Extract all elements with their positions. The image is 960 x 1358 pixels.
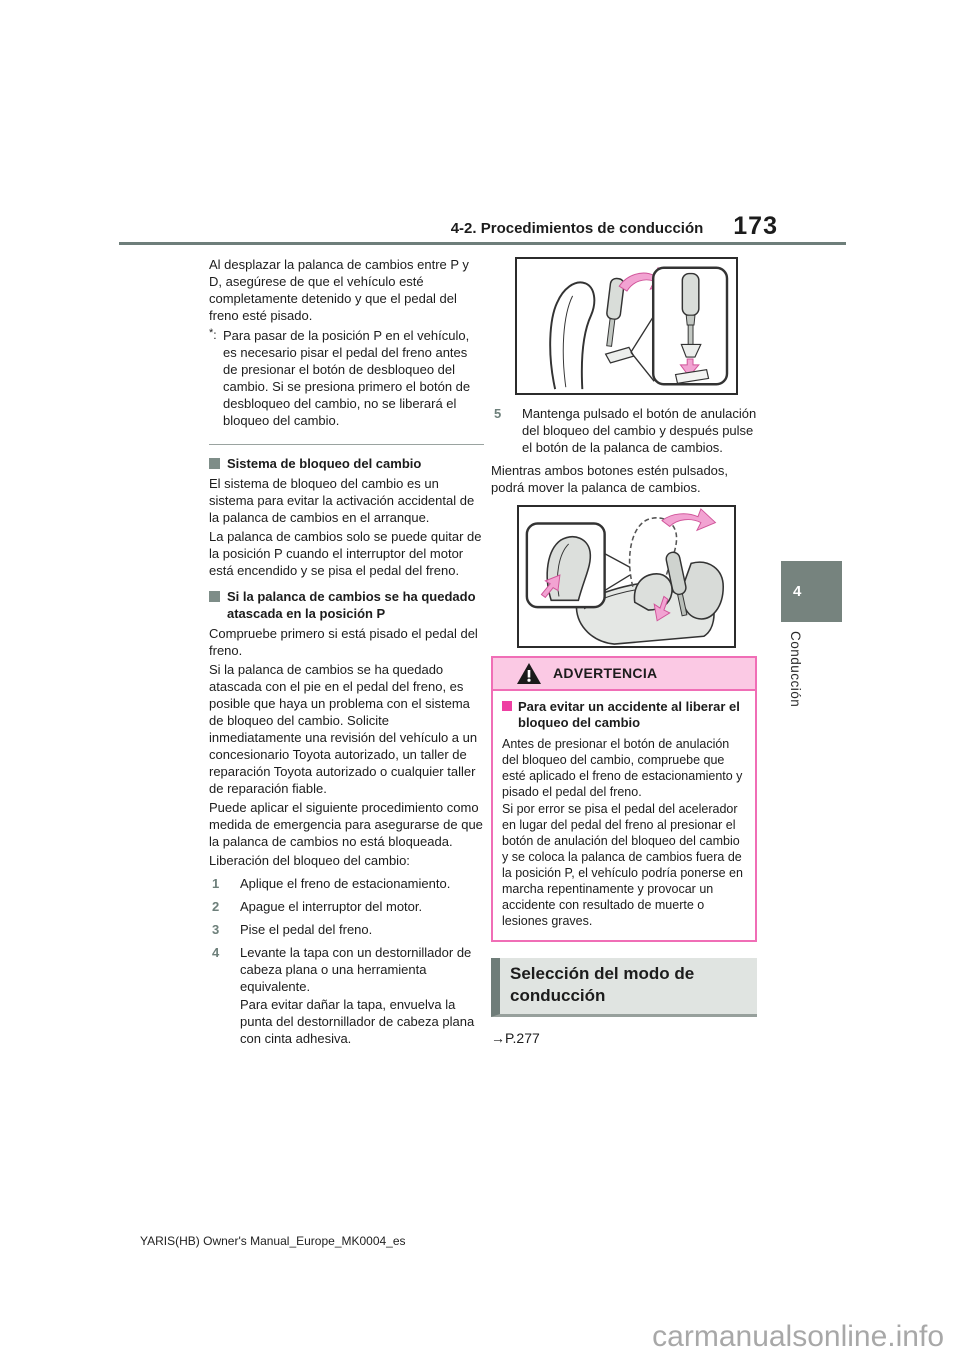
section-banner: Selección del modo de conducción [491, 958, 757, 1017]
warning-body [493, 691, 755, 940]
body-paragraph: Puede aplicar el siguiente procedimiento como medida de emergencia para asegurarse de que la palanca de cambios no está bloqueada. [209, 800, 483, 849]
section-heading-label: Sistema de bloqueo del cambio [227, 456, 422, 471]
shift-lever-screwdriver-illustration [517, 259, 736, 393]
body-paragraph: Si la palanca de cambios se ha quedado atascada con el pie en el pedal del freno, es posible que haya un problema con el sistema de bloqueo del cambio. Solicite inmediatamente una revisión del vehículo a un concesionario Toyota autorizado, un taller de reparación Toyota autorizado o cualquier taller de reparación fiable. [209, 662, 478, 796]
magenta-square-bullet-icon [502, 701, 512, 711]
section-heading-stuck-lever [209, 588, 484, 622]
page-number: 173 [733, 212, 778, 240]
warning-title: ADVERTENCIA [553, 665, 658, 681]
footnote-marker: *: [209, 327, 217, 342]
document-reference: YARIS(HB) Owner's Manual_Europe_MK0004_es [140, 1234, 406, 1248]
warning-paragraph: Si por error se pisa el pedal del acelerador en lugar del pedal del freno al presionar el botón de anulación del bloqueo del cambio y se coloca la palanca de cambios fuera de la posición P, el vehículo podría ponerse en marcha repentinamente y provocar un accidente con resultado de muerte o lesiones graves. [502, 802, 743, 928]
square-bullet-icon [209, 591, 220, 602]
chapter-number: 4 [793, 583, 802, 600]
note-paragraph: Mientras ambos botones estén pulsados, podrá mover la palanca de cambios. [491, 463, 729, 495]
step-number: 3 [212, 922, 220, 937]
step-text: Mantenga pulsado el botón de anulación del bloqueo del cambio y después pulse el botón de la palanca de cambios. [522, 406, 757, 455]
divider-line [209, 444, 484, 445]
footnote [209, 327, 484, 429]
warning-header [493, 658, 755, 691]
procedure-step [209, 875, 484, 892]
step-number: 4 [212, 945, 220, 960]
chapter-label: Conducción [788, 631, 803, 708]
page-reference: →P.277 [491, 1030, 540, 1046]
page-header [451, 214, 778, 239]
chapter-tab [781, 561, 842, 622]
step-text [240, 944, 484, 1047]
step-text-note: Para evitar dañar la tapa, envuelva la punta del destornillador de cabeza plana con cinta adhesiva. [240, 997, 475, 1046]
warning-subheading-label: Para evitar un accidente al liberar el bloqueo del cambio [518, 699, 740, 730]
warning-subheading [502, 699, 746, 731]
figure-shift-lock-override [517, 505, 736, 648]
footnote-text: Para pasar de la posición P en el vehículo, es necesario pisar el pedal del freno antes de presionar el botón de desbloqueo del cambio. Si se presiona primero el botón de desbloqueo del cambio, no se liberará el bloqueo del cambio. [223, 328, 471, 428]
watermark: carmanualsonline.info [652, 1320, 944, 1353]
procedure-step [209, 944, 484, 1047]
intro-paragraph: Al desplazar la palanca de cambios entre P y D, asegúrese de que el vehículo esté completamente detenido y que el pedal del freno esté pisado. [209, 257, 469, 323]
header-rule [119, 242, 846, 245]
step-number: 2 [212, 899, 220, 914]
procedure-step [209, 921, 484, 938]
step-text: Aplique el freno de estacionamiento. [240, 876, 451, 891]
step-number: 5 [494, 406, 502, 421]
body-paragraph: Liberación del bloqueo del cambio: [209, 853, 410, 868]
body-paragraph: La palanca de cambios solo se puede quitar de la posición P cuando el interruptor del motor está encendido y se pisa el pedal del freno. [209, 529, 482, 578]
section-heading-shift-lock [209, 455, 484, 472]
warning-paragraph: Antes de presionar el botón de anulación del bloqueo del cambio, compruebe que esté aplicado el freno de estacionamiento y pisado el pedal del freno. [502, 737, 743, 799]
procedure-step [209, 898, 484, 915]
step-text: Pise el pedal del freno. [240, 922, 373, 937]
left-column [209, 256, 484, 1047]
step-text-main: Levante la tapa con un destornillador de cabeza plana o una herramienta equivalente. [240, 945, 472, 994]
step-text: Apague el interruptor del motor. [240, 899, 423, 914]
section-heading-label: Si la palanca de cambios se ha quedado atascada en la posición P [227, 589, 476, 621]
step-number: 1 [212, 876, 220, 891]
section-title: 4-2. Procedimientos de conducción [450, 220, 704, 237]
procedure-step [491, 405, 757, 456]
figure-shift-lock-cover-removal [515, 257, 738, 395]
right-column [491, 252, 757, 1047]
body-paragraph: El sistema de bloqueo del cambio es un sistema para evitar la activación accidental de la palanca de cambios en el arranque. [209, 476, 475, 525]
warning-box [491, 656, 757, 942]
square-bullet-icon [209, 458, 220, 469]
body-paragraph: Compruebe primero si está pisado el pedal del freno. [209, 626, 478, 658]
warning-triangle-icon [517, 663, 541, 684]
shift-lever-override-illustration [519, 507, 734, 646]
